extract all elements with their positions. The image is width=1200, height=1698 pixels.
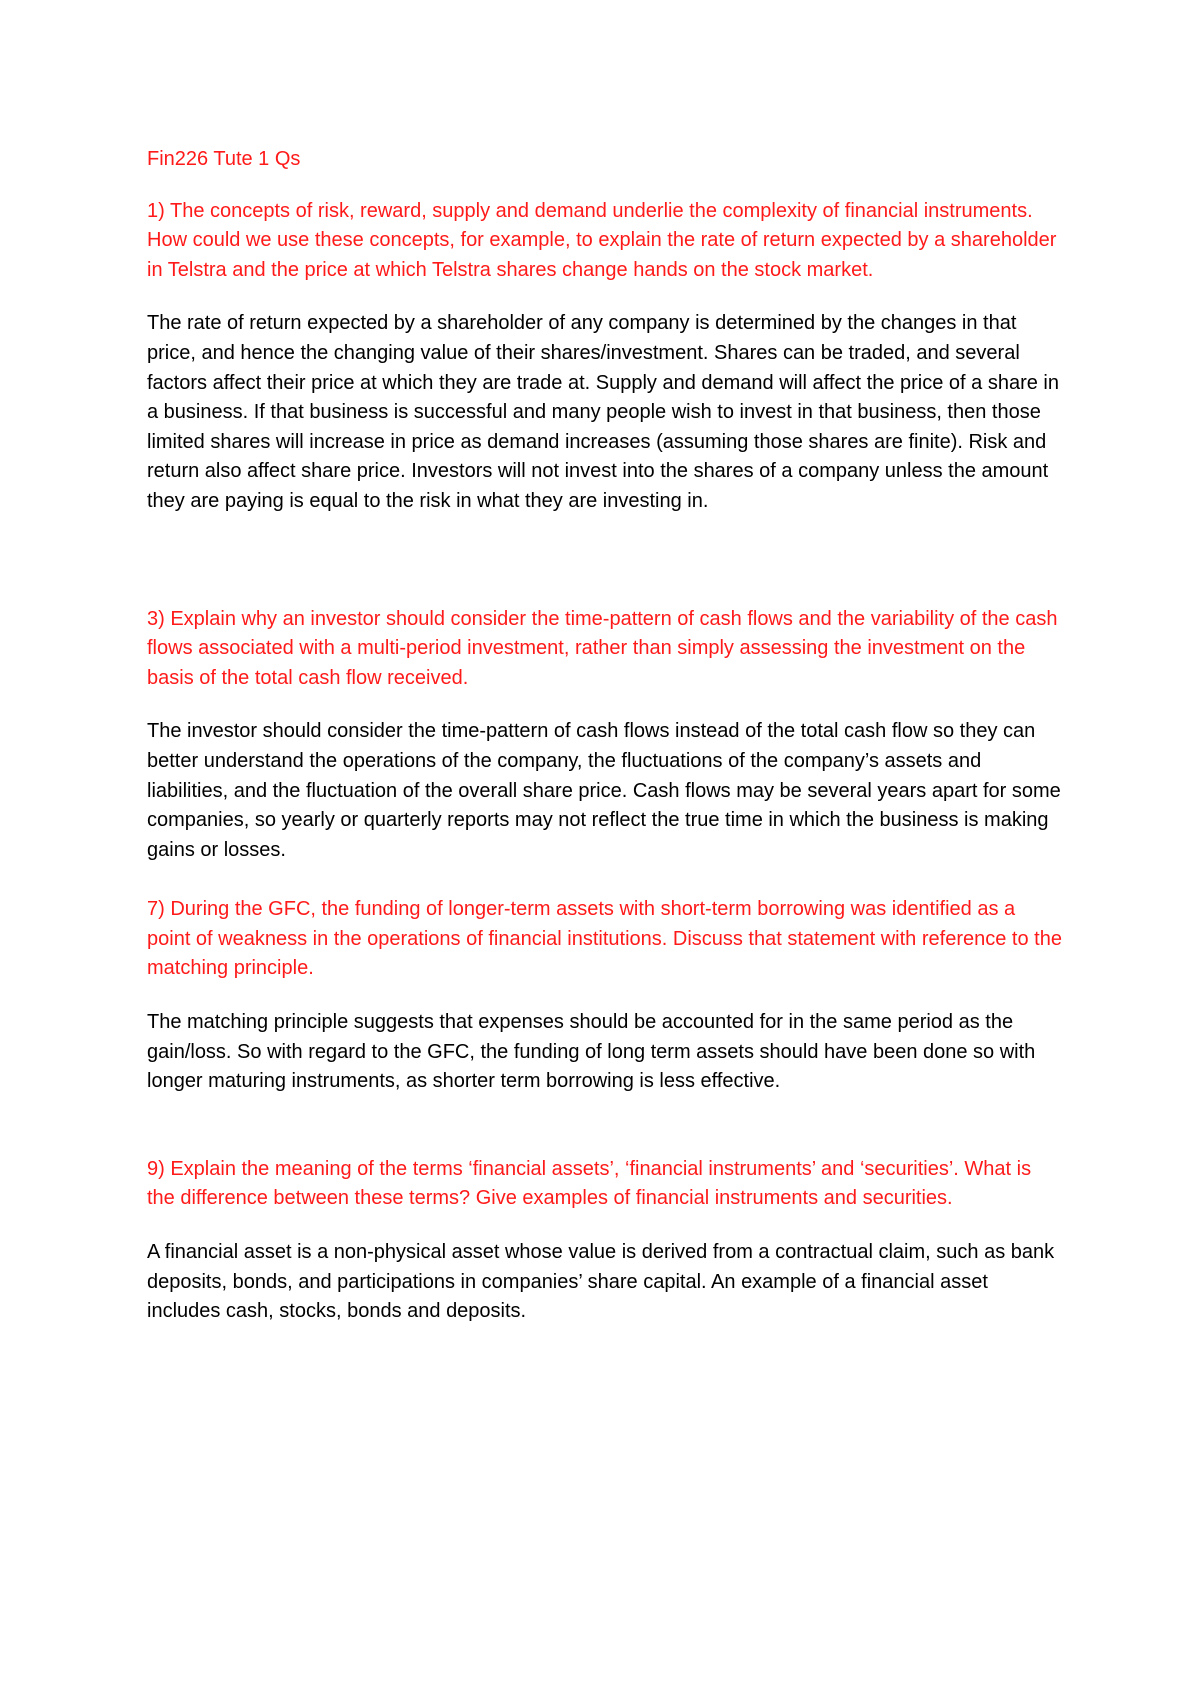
section-q9 bbox=[147, 1155, 1062, 1327]
document-title: Fin226 Tute 1 Qs bbox=[147, 148, 301, 170]
question-9: 9) Explain the meaning of the terms ‘financial assets’, ‘financial instruments’ and ‘securities’. What is the difference between these terms? Give examples of financial instruments and securities. bbox=[147, 1157, 1032, 1210]
answer-1: The rate of return expected by a shareholder of any company is determined by the changes in that price, and hence the changing value of their shares/investment. Shares can be traded, and several factors affect their price at which they are trade at. Supply and demand will affect the price of a share in a business. If that business is successful and many people wish to invest in that business, then those limited shares will increase in price as demand increases (assuming those shares are finite). Risk and return also affect share price. Investors will not invest into the shares of a company unless the amount they are paying is equal to the risk in what they are investing in. bbox=[147, 312, 1059, 512]
section-q3 bbox=[147, 605, 1062, 866]
question-3: 3) Explain why an investor should consider the time-pattern of cash flows and the variability of the cash flows associated with a multi-period investment, rather than simply assessing the investment on the basis of the total cash flow received. bbox=[147, 607, 1058, 689]
section-q1 bbox=[147, 197, 1062, 517]
answer-3: The investor should consider the time-pattern of cash flows instead of the total cash flow so they can better understand the operations of the company, the fluctuations of the company’s assets and liabilities, and the fluctuation of the overall share price. Cash flows may be several years apart for some companies, so yearly or quarterly reports may not reflect the true time in which the business is making gains or losses. bbox=[147, 720, 1061, 861]
question-1: 1) The concepts of risk, reward, supply and demand underlie the complexity of financial instruments. How could we use these concepts, for example, to explain the rate of return expected by a shareholder in Telstra and the price at which Telstra shares change hands on the stock market. bbox=[147, 199, 1057, 281]
answer-9: A financial asset is a non-physical asset whose value is derived from a contractual claim, such as bank deposits, bonds, and participations in companies’ share capital. An example of a financial asset includes cash, stocks, bonds and deposits. bbox=[147, 1241, 1055, 1323]
spacer bbox=[147, 517, 1062, 605]
question-7: 7) During the GFC, the funding of longer-term assets with short-term borrowing was identified as a point of weakness in the operations of financial institutions. Discuss that statement with reference to the matching principle. bbox=[147, 898, 1062, 980]
spacer bbox=[147, 865, 1062, 895]
section-q7 bbox=[147, 895, 1062, 1097]
document-body bbox=[147, 145, 1062, 1327]
answer-7: The matching principle suggests that expenses should be accounted for in the same period as the gain/loss. So with regard to the GFC, the funding of long term assets should have been done so with longer maturing instruments, as shorter term borrowing is less effective. bbox=[147, 1011, 1036, 1093]
spacer bbox=[147, 1097, 1062, 1155]
